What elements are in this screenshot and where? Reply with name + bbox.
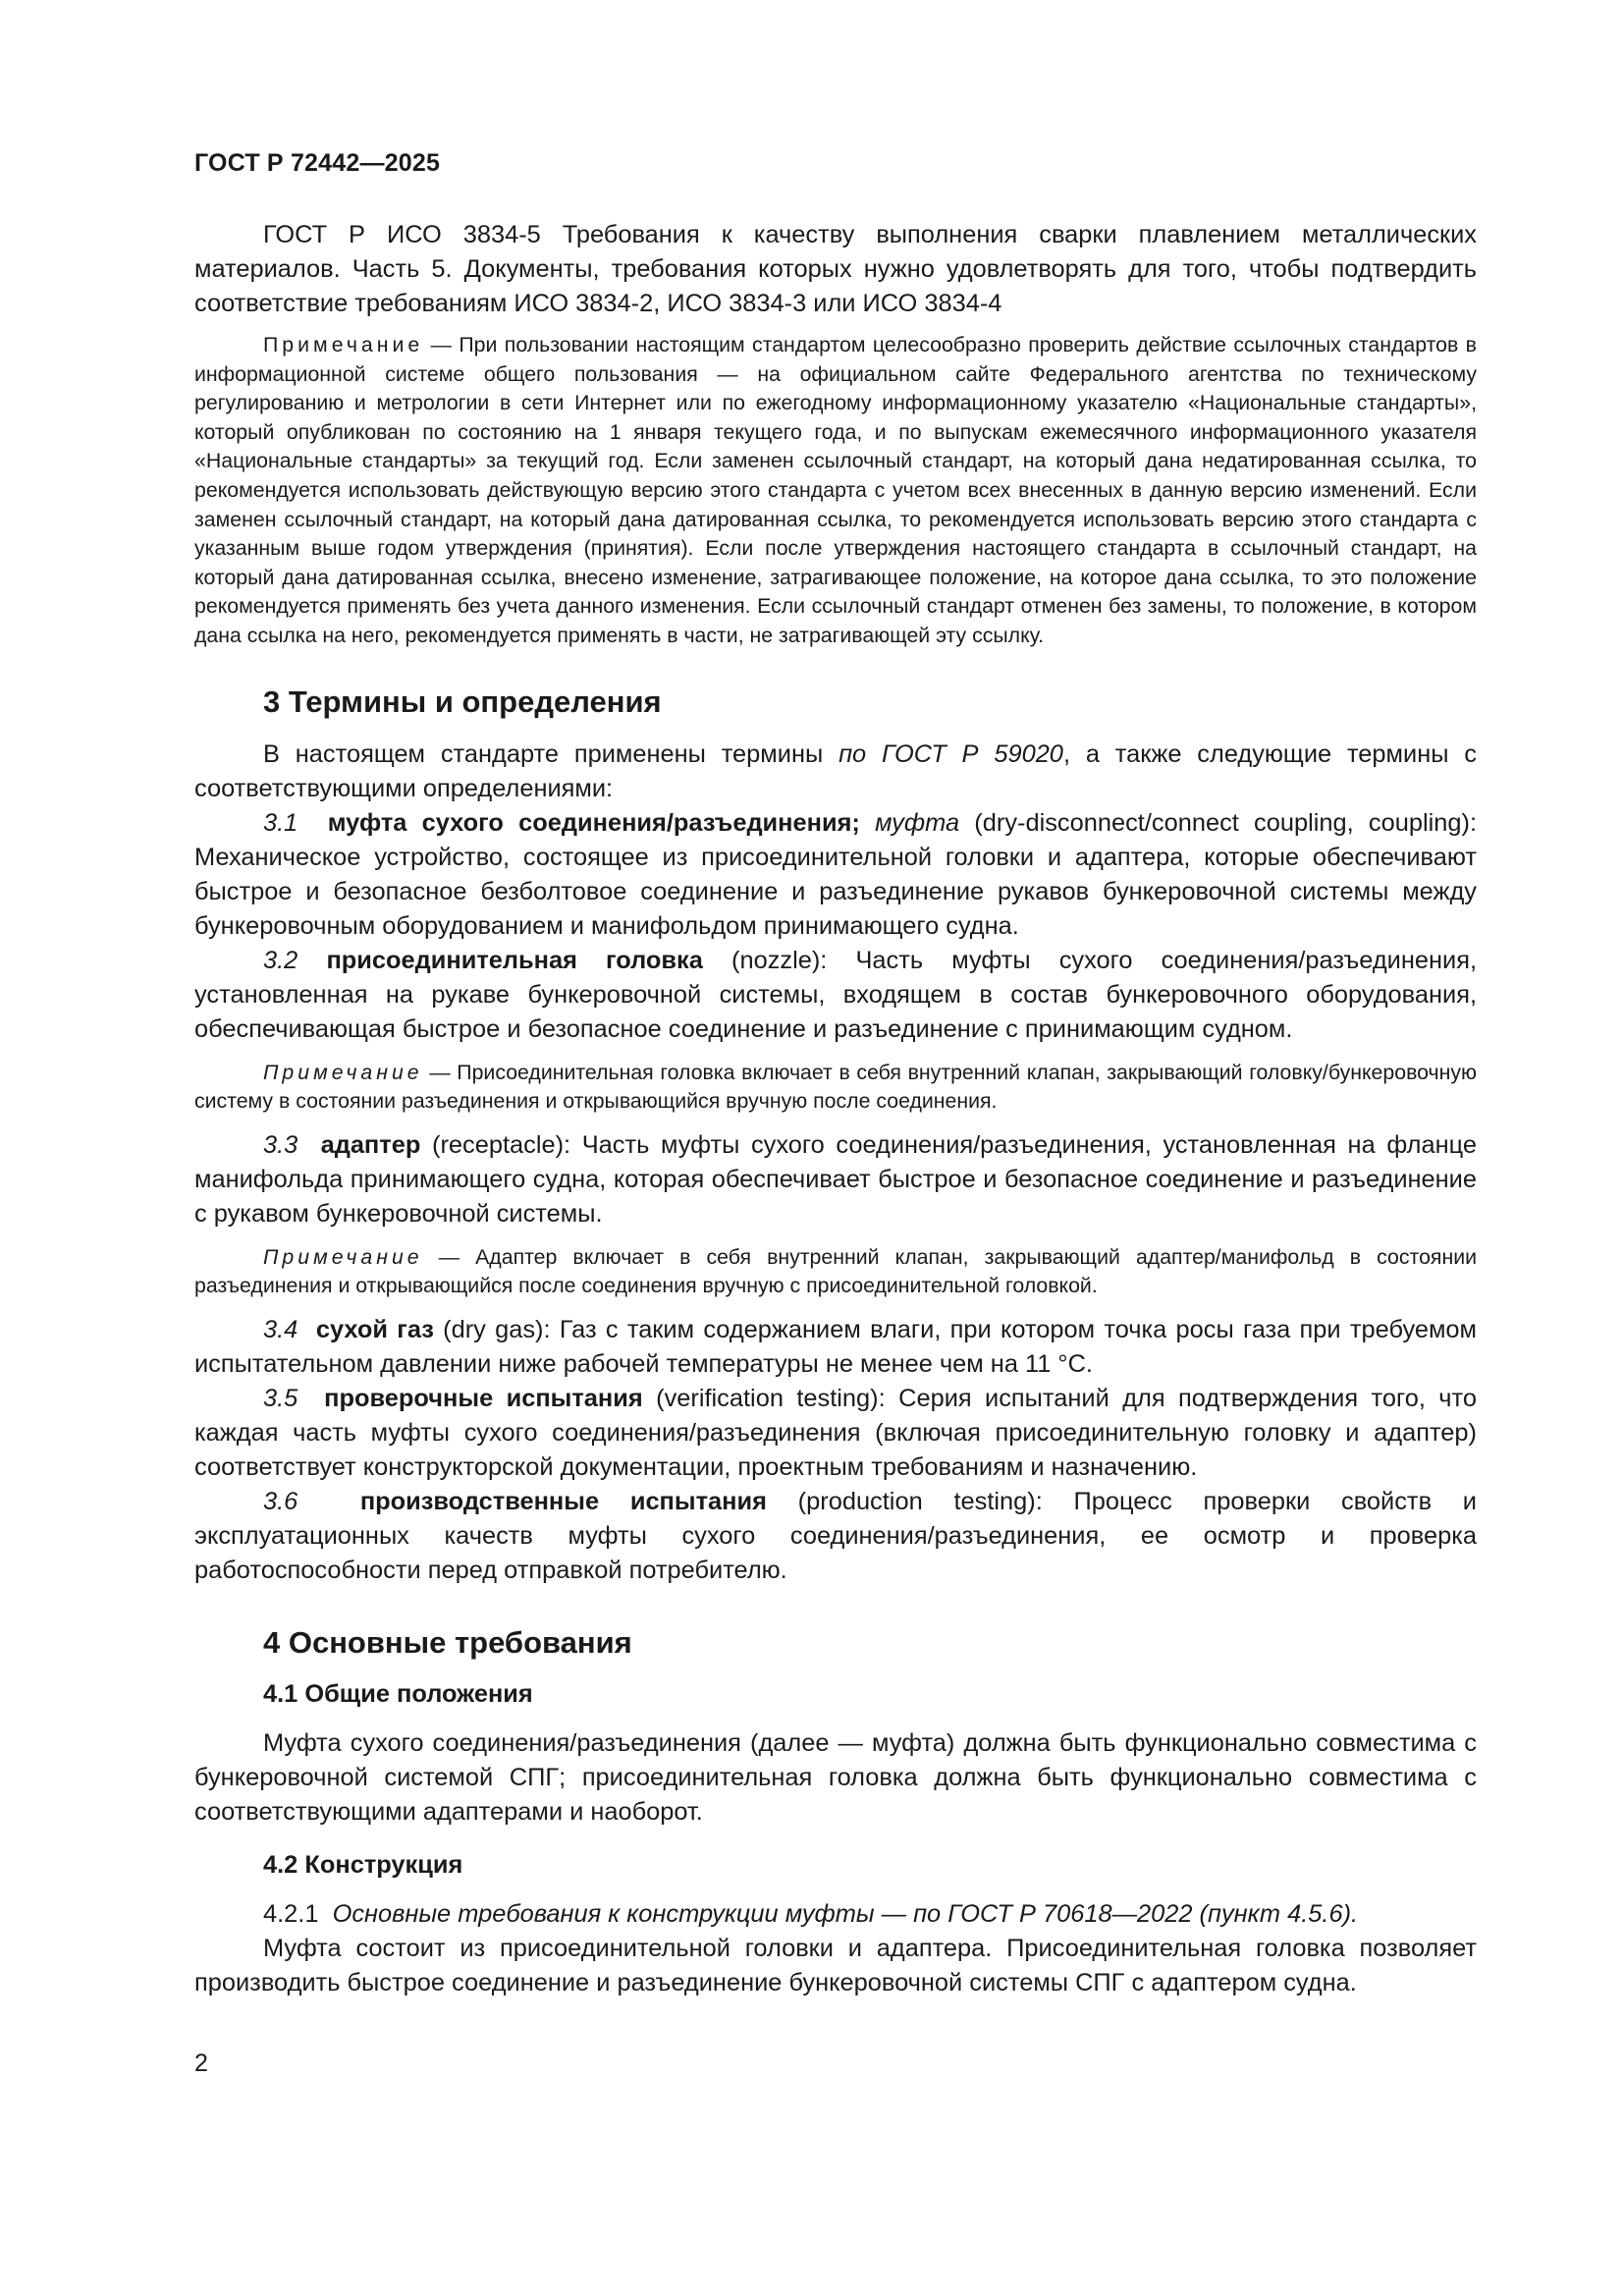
section-4-1-heading: 4.1 Общие положения	[263, 1679, 533, 1708]
page-number: 2	[194, 2050, 208, 2077]
term-name: адаптер	[320, 1130, 421, 1159]
note-label: Примечание	[263, 333, 424, 356]
note-label: Примечание	[263, 1244, 423, 1269]
intro-reference: по ГОСТ Р 59020	[839, 739, 1063, 768]
term-3-6	[194, 1485, 1477, 1588]
section-3-intro	[194, 738, 1477, 806]
note-label: Примечание	[263, 1060, 423, 1084]
note-3-2	[194, 1059, 1477, 1117]
reference-entry: ГОСТ Р ИСО 3834-5 Требования к качеству выполнения сварки плавлением металлических материалов. Часть 5. Документы, требования которых нужно удовлетворять для того, чтобы подтвердить соответствие требованиям ИСО 3834-2, ИСО 3834-3 или ИСО 3834-4	[194, 221, 1477, 317]
note-references	[194, 331, 1477, 651]
term-3-4	[194, 1313, 1477, 1382]
note-text: — Адаптер включает в себя внутренний клапан, закрывающий адаптер/манифольд в состоянии разъединения и открывающийся после соединения вручную с присоединительной головкой.	[194, 1244, 1477, 1298]
term-definition: (dry gas): Газ с таким содержанием влаги, при котором точка росы газа при требуемом испытательном давлении ниже рабочей температуры не менее чем на 11 °С.	[194, 1315, 1478, 1378]
term-definition: (production testing): Процесс проверки свойств и эксплуатационных качеств муфты сухого соединения/разъединения, ее осмотр и проверка работоспособности перед отправкой потребителю.	[194, 1487, 1477, 1584]
term-3-3	[194, 1128, 1477, 1231]
clause-4-2-1-body: Муфта состоит из присоединительной головки и адаптера. Присоединительная головка позволяет производить быстрое соединение и разъединение бункеровочной системы СПГ с адаптером судна.	[194, 1934, 1477, 1996]
term-number: 3.3	[263, 1130, 298, 1159]
term-number: 3.4	[263, 1315, 298, 1343]
term-name: проверочные испытания	[324, 1384, 643, 1412]
term-name: муфта сухого соединения/разъединения;	[327, 808, 860, 837]
clause-text: Основные требования к конструкции муфты — по ГОСТ Р 70618—2022 (пункт 4.5.6).	[332, 1899, 1359, 1928]
term-name: сухой газ	[315, 1315, 434, 1343]
note-3-3	[194, 1243, 1477, 1301]
term-3-1	[194, 806, 1477, 944]
note-text: — При пользовании настоящим стандартом целесообразно проверить действие ссылочных стандартов в информационной системе общего пользования — на официальном сайте Федерального агентства по техническому регулированию и метрологии в сети Интернет или по ежегодному информационному указателю «Национальные стандарты», который опубликован по состоянию на 1 января текущего года, и по выпускам ежемесячного информационного указателя «Национальные стандарты» за текущий год. Если заменен ссылочный стандарт, на который дана недатированная ссылка, то рекомендуется использовать действующую версию этого стандарта с учетом всех внесенных в данную версию изменений. Если заменен ссылочный стандарт, на который дана датированная ссылка, то рекомендуется использовать версию этого стандарта с указанным выше годом утверждения (принятия). Если после утверждения настоящего стандарта в ссылочный стандарт, на который дана датированная ссылка, внесено изменение, затрагивающее положение, на которое дана ссылка, то это положение рекомендуется применять без учета данного изменения. Если ссылочный стандарт отменен без замены, то положение, в котором дана ссылка на него, рекомендуется применять в части, не затрагивающей эту ссылку.	[194, 333, 1477, 647]
clause-4-2-1	[194, 1897, 1477, 1932]
term-definition: (verification testing): Серия испытаний для подтверждения того, что каждая часть муфты сухого соединения/разъединения (включая присоединительную головку и адаптер) соответствует конструкторской документации, проектным требованиям и назначению.	[194, 1384, 1478, 1481]
intro-text: В настоящем стандарте применены термины	[263, 739, 839, 768]
note-text: — Присоединительная головка включает в себя внутренний клапан, закрывающий головку/бункеровочную систему в состоянии разъединения и открывающийся вручную после соединения.	[194, 1060, 1477, 1114]
section-3-heading: 3 Термины и определения	[263, 683, 662, 719]
section-4-2-heading: 4.2 Конструкция	[263, 1850, 463, 1879]
term-name: присоединительная головка	[326, 946, 703, 974]
clause-number: 4.2.1	[263, 1899, 319, 1928]
term-number: 3.1	[263, 808, 298, 837]
term-definition: (receptacle): Часть муфты сухого соединения/разъединения, установленная на фланце манифольда принимающего судна, которая обеспечивает быстрое и безопасное соединение и разъединение с рукавом бункеровочной системы.	[194, 1130, 1477, 1228]
term-number: 3.5	[263, 1384, 298, 1412]
term-name: производственные испытания	[359, 1487, 767, 1515]
section-4-1-text: Муфта сухого соединения/разъединения (далее — муфта) должна быть функционально совместима с бункеровочной системой СПГ; присоединительная головка должна быть функционально совместима с соответствующими адаптерами и наоборот.	[194, 1728, 1477, 1826]
term-3-2	[194, 944, 1477, 1047]
term-definition: (dry-disconnect/connect coupling, coupling): Механическое устройство, состоящее из присоединительной головки и адаптера, которые обеспечивают быстрое и безопасное безболтовое соединение и разъединение рукавов бункеровочной системы между бункеровочным оборудованием и манифольдом принимающего судна.	[194, 808, 1477, 940]
term-number: 3.2	[263, 946, 298, 974]
term-alt: муфта	[875, 808, 960, 837]
intro-text-end: , а также следующие термины с соответствующими определениями:	[194, 739, 1477, 802]
term-3-5	[194, 1382, 1477, 1485]
term-number: 3.6	[263, 1487, 298, 1515]
page-content	[194, 218, 1477, 2000]
term-definition: (nozzle): Часть муфты сухого соединения/разъединения, установленная на рукаве бункеровочной системы, входящем в состав бункеровочного оборудования, обеспечивающая быстрое и безопасное соединение и разъединение с принимающим судном.	[194, 946, 1478, 1043]
section-4-heading: 4 Основные требования	[263, 1624, 632, 1660]
document-header: ГОСТ Р 72442—2025	[194, 149, 441, 177]
